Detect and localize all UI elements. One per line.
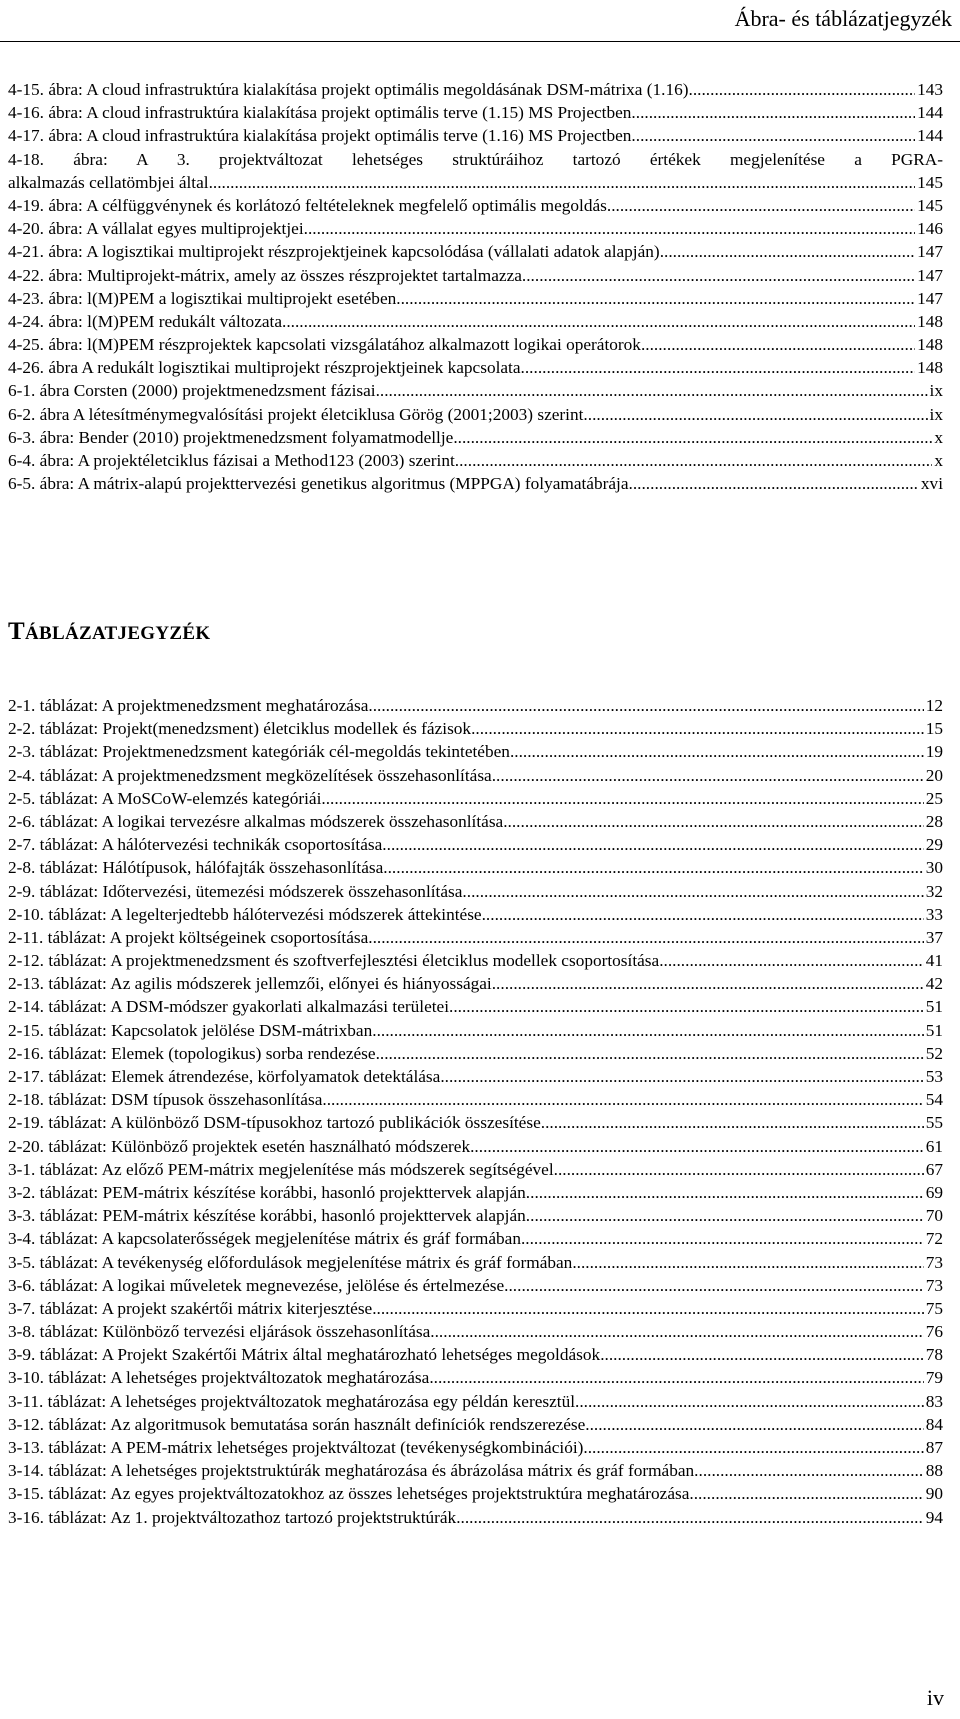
- toc-entry-title: 3-16. táblázat: Az 1. projektváltozathoz tartozó projektstruktúrák: [8, 1507, 457, 1527]
- dot-leader: [368, 926, 923, 949]
- toc-page-number: 28: [925, 811, 943, 831]
- dot-leader: [629, 472, 919, 495]
- toc-entry[interactable]: [8, 1390, 943, 1413]
- dot-leader: [430, 1320, 923, 1343]
- toc-entry[interactable]: [8, 1274, 943, 1297]
- page-number: iv: [926, 1685, 944, 1710]
- toc-entry[interactable]: [8, 1088, 943, 1111]
- toc-page-number: 12: [925, 696, 943, 715]
- dot-leader: [693, 78, 915, 101]
- toc-page-number: 69: [925, 1182, 943, 1202]
- toc-entry[interactable]: [8, 264, 943, 287]
- toc-entry-text: 4-18. ábra: A 3. projektváltozat lehetséges struktúráihoz tartozó értékek megjelenítése a PGRA-: [8, 149, 943, 169]
- toc-page-number: ix: [929, 381, 943, 401]
- header-rule: [0, 41, 960, 42]
- toc-entry[interactable]: [8, 1413, 943, 1436]
- dot-leader: [322, 1088, 923, 1111]
- toc-page-number: 30: [925, 858, 943, 878]
- toc-entry-title: 2-5. táblázat: A MoSCoW-elemzés kategóriái: [8, 788, 322, 808]
- toc-entry[interactable]: [8, 1251, 943, 1274]
- toc-page-number: xvi: [920, 474, 943, 494]
- dot-leader: [396, 287, 915, 310]
- dot-leader: [554, 1158, 924, 1181]
- toc-entry[interactable]: [8, 78, 943, 101]
- toc-page-number: 83: [925, 1391, 943, 1411]
- dot-leader: [440, 1065, 923, 1088]
- toc-entry-title: 2-3. táblázat: Projektmenedzsment kategóriák cél-megoldás tekintetében: [8, 742, 510, 762]
- toc-entry-title: 2-12. táblázat: A projektmenedzsment és szoftverfejlesztési életciklus modellek csoportosítása: [8, 951, 660, 971]
- toc-entry-title: 3-10. táblázat: A lehetséges projektváltozatok meghatározása: [8, 1368, 430, 1388]
- toc-page-number: 87: [925, 1438, 943, 1457]
- toc-entry[interactable]: [8, 1343, 943, 1366]
- toc-entry-title: 4-24. ábra: l(M)PEM redukált változata: [8, 311, 283, 331]
- toc-page-number: 33: [925, 904, 943, 924]
- dot-leader: [521, 1227, 924, 1250]
- toc-page-number: 41: [925, 951, 943, 971]
- toc-entry[interactable]: [8, 1506, 943, 1529]
- toc-entry-title: 2-19. táblázat: A különböző DSM-típusokhoz tartozó publikációk összesítése: [8, 1113, 541, 1133]
- toc-page-number: 73: [925, 1252, 943, 1272]
- toc-page-number: 51: [925, 997, 943, 1017]
- toc-entry[interactable]: [8, 403, 943, 426]
- toc-page-number: 42: [925, 974, 943, 994]
- dot-leader: [541, 1111, 924, 1134]
- toc-entry[interactable]: [8, 194, 943, 217]
- dot-leader: [585, 1413, 923, 1436]
- toc-entry-title: 2-11. táblázat: A projekt költségeinek csoportosítása: [8, 927, 369, 947]
- dot-leader: [304, 217, 915, 240]
- toc-entry[interactable]: [8, 810, 943, 833]
- running-header: Ábra- és táblázatjegyzék: [734, 6, 952, 31]
- toc-entry[interactable]: [8, 287, 943, 310]
- dot-leader: [659, 949, 924, 972]
- dot-leader: [492, 764, 924, 787]
- dot-leader: [510, 740, 924, 763]
- dot-leader: [583, 1436, 923, 1459]
- toc-page-number: 148: [917, 311, 943, 331]
- toc-entry-title: 2-20. táblázat: Különböző projektek esetén használható módszerek: [8, 1136, 471, 1156]
- toc-entry-title: 4-21. ábra: A logisztikai multiprojekt részprojektjeinek kapcsolódása (vállalati adatok alapján): [8, 242, 660, 262]
- toc-page-number: 147: [917, 265, 943, 285]
- dot-leader: [572, 1251, 923, 1274]
- toc-page-number: 148: [917, 358, 943, 378]
- toc-page-number: 67: [925, 1159, 943, 1179]
- dot-leader: [282, 310, 915, 333]
- toc-page-number: 147: [917, 242, 943, 262]
- toc-page-number: 145: [917, 172, 943, 192]
- toc-page-number: 15: [925, 719, 943, 739]
- toc-entry[interactable]: [8, 694, 943, 717]
- toc-entry-title: 4-25. ábra: l(M)PEM részprojektek kapcsolati vizsgálatához alkalmazott logikai operátorok: [8, 335, 641, 355]
- toc-entry[interactable]: [8, 101, 943, 124]
- toc-entry[interactable]: [8, 903, 943, 926]
- toc-page-number: 94: [925, 1507, 943, 1527]
- toc-entry[interactable]: [8, 1204, 943, 1227]
- toc-entry[interactable]: [8, 426, 943, 449]
- toc-page-number: 29: [925, 835, 943, 855]
- toc-entry[interactable]: [8, 717, 943, 740]
- toc-entry-title: 4-23. ábra: l(M)PEM a logisztikai multiprojekt esetében: [8, 288, 397, 308]
- toc-entry[interactable]: [8, 124, 943, 147]
- toc-entry-title: 2-8. táblázat: Hálótípusok, hálófajták összehasonlítása: [8, 858, 384, 878]
- title-initial: T: [8, 618, 25, 645]
- dot-leader: [368, 694, 923, 717]
- toc-entry-title: 6-5. ábra: A mátrix-alapú projekttervezési genetikus algoritmus (MPPGA) folyamatábrája: [8, 474, 629, 494]
- toc-entry[interactable]: [8, 1065, 943, 1088]
- toc-page-number: 55: [925, 1113, 943, 1133]
- dot-leader: [522, 264, 915, 287]
- toc-page-number: 147: [917, 288, 943, 308]
- dot-leader: [492, 972, 924, 995]
- toc-page-number: 32: [925, 881, 943, 901]
- toc-entry[interactable]: [8, 740, 943, 763]
- toc-entry[interactable]: [8, 379, 943, 402]
- toc-entry[interactable]: [8, 171, 943, 194]
- toc-entry[interactable]: [8, 1158, 943, 1181]
- toc-entry[interactable]: [8, 472, 943, 495]
- toc-entry-title: 3-14. táblázat: A lehetséges projektstruktúrák meghatározása és ábrázolása mátrix és gráf formában: [8, 1461, 695, 1481]
- toc-entry[interactable]: [8, 356, 943, 379]
- dot-leader: [583, 403, 927, 426]
- title-rest: ÁBLÁZATJEGYZÉK: [24, 623, 211, 644]
- dot-leader: [631, 101, 915, 124]
- dot-leader: [521, 356, 916, 379]
- toc-page-number: 72: [925, 1229, 943, 1249]
- toc-entry[interactable]: [8, 1482, 943, 1505]
- toc-entry-title: 2-4. táblázat: A projektmenedzsment megközelítések összehasonlítása: [8, 765, 492, 785]
- figure-list: [8, 78, 943, 495]
- dot-leader: [209, 171, 916, 194]
- toc-entry[interactable]: [8, 856, 943, 879]
- toc-page-number: ix: [929, 404, 943, 424]
- toc-entry-title: 2-16. táblázat: Elemek (topologikus) sorba rendezése: [8, 1043, 376, 1063]
- toc-page-number: 84: [925, 1414, 943, 1434]
- toc-entry[interactable]: [8, 449, 943, 472]
- toc-page-number: 73: [925, 1275, 943, 1295]
- toc-page-number: 76: [925, 1322, 943, 1342]
- toc-entry[interactable]: [8, 1366, 943, 1389]
- toc-entry-title: 2-15. táblázat: Kapcsolatok jelölése DSM-mátrixban: [8, 1020, 373, 1040]
- toc-page-number: 143: [917, 80, 943, 99]
- dot-leader: [607, 194, 915, 217]
- toc-page-number: 148: [917, 335, 943, 355]
- tables-section-title: [8, 618, 210, 646]
- toc-entry-title: 3-11. táblázat: A lehetséges projektváltozatok meghatározása egy példán keresztül: [8, 1391, 576, 1411]
- dot-leader: [504, 1274, 924, 1297]
- toc-page-number: 144: [917, 103, 943, 123]
- toc-page-number: x: [934, 451, 943, 470]
- dot-leader: [383, 856, 923, 879]
- dot-leader: [462, 880, 923, 903]
- toc-entry-title: 3-3. táblázat: PEM-mátrix készítése korábbi, hasonló projekttervek alapján: [8, 1206, 526, 1226]
- dot-leader: [449, 995, 924, 1018]
- dot-leader: [429, 1366, 923, 1389]
- toc-entry-title: 3-13. táblázat: A PEM-mátrix lehetséges projektváltozat (tevékenységkombinációi): [8, 1438, 584, 1457]
- toc-entry[interactable]: [8, 1227, 943, 1250]
- dot-leader: [526, 1181, 924, 1204]
- toc-page-number: 90: [925, 1484, 943, 1504]
- toc-page-number: 51: [925, 1020, 943, 1040]
- toc-page-number: 144: [917, 126, 943, 146]
- toc-page-number: 53: [925, 1067, 943, 1086]
- toc-entry[interactable]: [8, 880, 943, 903]
- toc-entry-title: 3-7. táblázat: A projekt szakértői mátrix kiterjesztése: [8, 1298, 373, 1318]
- toc-entry-title: 3-2. táblázat: PEM-mátrix készítése korábbi, hasonló projekttervek alapján: [8, 1182, 526, 1202]
- toc-entry[interactable]: [8, 1181, 943, 1204]
- toc-entry[interactable]: [8, 833, 943, 856]
- toc-page-number: 52: [925, 1043, 943, 1063]
- dot-leader: [471, 717, 924, 740]
- toc-entry-title: 2-17. táblázat: Elemek átrendezése, körfolyamatok detektálása: [8, 1067, 441, 1086]
- toc-page-number: 61: [925, 1136, 943, 1156]
- dot-leader: [689, 1482, 923, 1505]
- toc-entry[interactable]: [8, 995, 943, 1018]
- toc-entry[interactable]: [8, 1111, 943, 1134]
- dot-leader: [321, 787, 923, 810]
- toc-page-number: 37: [925, 927, 943, 947]
- toc-entry[interactable]: [8, 1135, 943, 1158]
- toc-entry[interactable]: [8, 310, 943, 333]
- toc-entry-title: 2-2. táblázat: Projekt(menedzsment) életciklus modellek és fázisok: [8, 719, 472, 739]
- toc-entry-title: 3-9. táblázat: A Projekt Szakértői Mátrix által meghatározható lehetséges megoldások: [8, 1345, 601, 1365]
- toc-entry-title: 4-22. ábra: Multiprojekt-mátrix, amely az összes részprojektet tartalmazza: [8, 265, 522, 285]
- toc-page-number: 145: [917, 195, 943, 215]
- dot-leader: [382, 833, 923, 856]
- dot-leader: [372, 1297, 924, 1320]
- toc-page-number: 146: [917, 219, 943, 239]
- toc-entry-title: 4-19. ábra: A célfüggvénynek és korlátozó feltételeknek megfelelő optimális megoldás: [8, 195, 607, 215]
- toc-entry[interactable]: [8, 1320, 943, 1343]
- toc-entry-title: alkalmazás cellatömbjei által: [8, 172, 209, 192]
- toc-entry[interactable]: [8, 1019, 943, 1042]
- toc-entry[interactable]: [8, 949, 943, 972]
- toc-entry-title: 4-17. ábra: A cloud infrastruktúra kialakítása projekt optimális terve (1.16) MS Projectben: [8, 126, 632, 146]
- dot-leader: [526, 1204, 924, 1227]
- toc-entry[interactable]: [8, 1297, 943, 1320]
- dot-leader: [631, 124, 915, 147]
- toc-entry-title: 2-7. táblázat: A hálótervezési technikák csoportosítása: [8, 835, 383, 855]
- toc-entry-title: 2-1. táblázat: A projektmenedzsment meghatározása: [8, 696, 369, 715]
- dot-leader: [453, 426, 932, 449]
- dot-leader: [482, 903, 924, 926]
- toc-entry-title: 4-26. ábra A redukált logisztikai multiprojekt részprojektjeinek kapcsolata: [8, 358, 521, 378]
- toc-entry-title: 6-1. ábra Corsten (2000) projektmenedzsment fázisai: [8, 381, 376, 401]
- toc-entry-title: 4-15. ábra: A cloud infrastruktúra kialakítása projekt optimális megoldásának DSM-mátrixa (1.16).: [8, 80, 693, 99]
- toc-page-number: 54: [925, 1090, 943, 1110]
- toc-entry-title: 2-10. táblázat: A legelterjedtebb hálótervezési módszerek áttekintése: [8, 904, 482, 924]
- toc-entry-title: 2-13. táblázat: Az agilis módszerek jellemzői, előnyei és hiányosságai: [8, 974, 492, 994]
- toc-entry[interactable]: [8, 240, 943, 263]
- dot-leader: [456, 1506, 924, 1529]
- toc-entry[interactable]: [8, 1042, 943, 1065]
- toc-entry[interactable]: [8, 1436, 943, 1459]
- toc-entry-title: 4-16. ábra: A cloud infrastruktúra kialakítása projekt optimális terve (1.15) MS Projectben: [8, 103, 632, 123]
- toc-entry-title: 6-4. ábra: A projektéletciklus fázisai a Method123 (2003) szerint: [8, 451, 455, 470]
- dot-leader: [372, 1019, 923, 1042]
- toc-page-number: 70: [925, 1206, 943, 1226]
- toc-entry[interactable]: [8, 217, 943, 240]
- toc-entry[interactable]: [8, 926, 943, 949]
- toc-entry-title: 6-3. ábra: Bender (2010) projektmenedzsment folyamatmodellje: [8, 427, 454, 447]
- toc-entry[interactable]: [8, 764, 943, 787]
- toc-entry-title: 3-15. táblázat: Az egyes projektváltozatokhoz az összes lehetséges projektstruktúra meghatározása: [8, 1484, 690, 1504]
- toc-page-number: 20: [925, 765, 943, 785]
- toc-page-number: x: [934, 427, 943, 447]
- dot-leader: [376, 1042, 924, 1065]
- toc-entry-title: 4-20. ábra: A vállalat egyes multiprojektjei: [8, 219, 304, 239]
- toc-entry-title: 2-6. táblázat: A logikai tervezésre alkalmas módszerek összehasonlítása: [8, 811, 504, 831]
- dot-leader: [641, 333, 915, 356]
- toc-entry-title: 2-18. táblázat: DSM típusok összehasonlítása: [8, 1090, 323, 1110]
- toc-entry-title: 2-9. táblázat: Időtervezési, ütemezési módszerek összehasonlítása: [8, 881, 463, 901]
- toc-entry-title: 6-2. ábra A létesítménymegvalósítási projekt életciklusa Görög (2001;2003) szerint: [8, 404, 584, 424]
- dot-leader: [455, 449, 933, 472]
- toc-entry-title: 2-14. táblázat: A DSM-módszer gyakorlati alkalmazási területei: [8, 997, 450, 1017]
- dot-leader: [660, 240, 915, 263]
- dot-leader: [694, 1459, 924, 1482]
- toc-page-number: 78: [925, 1345, 943, 1365]
- toc-page-number: 79: [925, 1368, 943, 1388]
- toc-entry-title: 3-5. táblázat: A tevékenység előfordulások megjelenítése mátrix és gráf formában: [8, 1252, 573, 1272]
- toc-entry-title: 3-6. táblázat: A logikai műveletek megnevezése, jelölése és értelmezése: [8, 1275, 505, 1295]
- dot-leader: [376, 379, 928, 402]
- toc-entry-title: 3-4. táblázat: A kapcsolaterősségek megjelenítése mátrix és gráf formában: [8, 1229, 521, 1249]
- toc-entry[interactable]: [8, 1459, 943, 1482]
- dot-leader: [600, 1343, 924, 1366]
- toc-entry-title: 3-12. táblázat: Az algoritmusok bemutatása során használt definíciók rendszerezése: [8, 1414, 586, 1434]
- toc-entry[interactable]: [8, 787, 943, 810]
- dot-leader: [503, 810, 924, 833]
- toc-page-number: 25: [925, 788, 943, 808]
- toc-page-number: 19: [925, 742, 943, 762]
- toc-entry[interactable]: [8, 972, 943, 995]
- dot-leader: [470, 1135, 924, 1158]
- toc-page-number: 75: [925, 1298, 943, 1318]
- table-list: [8, 694, 943, 1529]
- dot-leader: [575, 1390, 924, 1413]
- toc-page-number: 88: [925, 1461, 943, 1481]
- toc-entry-title: 3-8. táblázat: Különböző tervezési eljárások összehasonlítása: [8, 1322, 431, 1342]
- toc-entry-title: 3-1. táblázat: Az előző PEM-mátrix megjelenítése más módszerek segítségével: [8, 1159, 554, 1179]
- toc-entry[interactable]: [8, 333, 943, 356]
